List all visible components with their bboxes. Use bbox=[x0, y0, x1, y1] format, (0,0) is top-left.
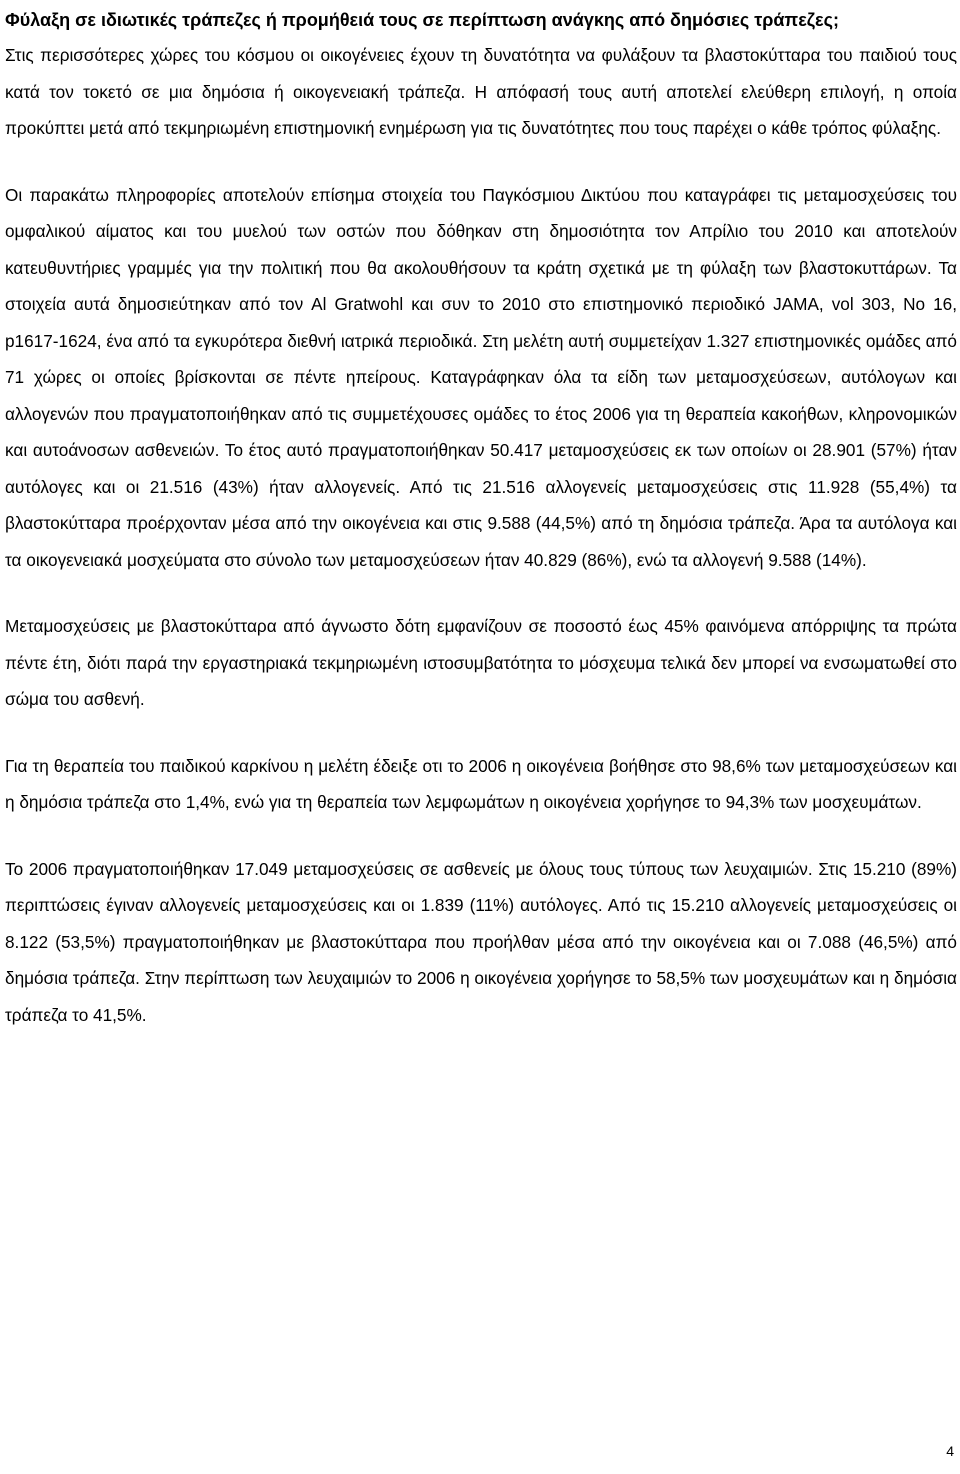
document-heading: Φύλαξη σε ιδιωτικές τράπεζες ή προμήθειά τους σε περίπτωση ανάγκης από δημόσιες τράπεζες; bbox=[5, 10, 839, 30]
paragraph-intro: Στις περισσότερες χώρες του κόσμου οι οικογένειες έχουν τη δυνατότητα να φυλάξουν τα βλαστοκύτταρα του παιδιού τους κατά τον τοκετό σε μια δημόσια ή οικογενειακή τράπεζα. Η απόφασή τους αυτή αποτελεί ελεύθερη επιλογή, η οποία προκύπτει μετά από τεκμηριωμένη επιστημονική ενημέρωση για τις δυνατότητες που τους παρέχει ο κάθε τρόπος φύλαξης. bbox=[5, 45, 957, 138]
paragraph-study-data: Οι παρακάτω πληροφορίες αποτελούν επίσημα στοιχεία του Παγκόσμιου Δικτύου που καταγράφει τις μεταμοσχεύσεις του ομφαλικού αίματος και του μυελού των οστών που δόθηκαν στη δημοσιότητα τον Απρίλιο του 2010 και αποτελούν κατευθυντήριες γραμμές για την πολιτική που θα ακολουθήσουν τα κράτη σχετικά με τη φύλαξη των βλαστοκυττάρων. Τα στοιχεία αυτά δημοσιεύτηκαν από τον Al Gratwohl και συν το 2010 στο επιστημονικό περιοδικό JAMA, vol 303, No 16, p1617-1624, ένα από τα εγκυρότερα διεθνή ιατρικά περιοδικά. Στη μελέτη αυτή συμμετείχαν 1.327 επιστημονικές ομάδες από 71 χώρες οι οποίες βρίσκονται σε πέντε ηπείρους. Καταγράφηκαν όλα τα είδη των μεταμοσχεύσεων, αυτόλογων και αλλογενών που πραγματοποιήθηκαν από τις συμμετέχουσες ομάδες το έτος 2006 για τη θεραπεία κακοήθων, κληρονομικών και αυτοάνοσων ασθενειών. Το έτος αυτό πραγματοποιήθηκαν 50.417 μεταμοσχεύσεις εκ των οποίων οι 28.901 (57%) ήταν αυτόλογες και οι 21.516 (43%) ήταν αλλογενείς. Από τις 21.516 αλλογενείς μεταμοσχεύσεις στις 11.928 (55,4%) τα βλαστοκύτταρα προέρχονταν μέσα από την οικογένεια και στις 9.588 (44,5%) από τη δημόσια τράπεζα. Άρα τα αυτόλογα και τα οικογενειακά μοσχεύματα στο σύνολο των μεταμοσχεύσεων ήταν 40.829 (86%), ενώ τα αλλογενή 9.588 (14%). bbox=[5, 184, 957, 570]
document-page bbox=[5, 3, 957, 1033]
paragraph-rejection: Μεταμοσχεύσεις με βλαστοκύτταρα από άγνωστο δότη εμφανίζουν σε ποσοστό έως 45% φαινόμενα απόρριψης τα πρώτα πέντε έτη, διότι παρά την εργαστηριακά τεκμηριωμένη ιστοσυμβατότητα το μόσχευμα τελικά δεν μπορεί να ενσωματωθεί στο σώμα του ασθενή. bbox=[5, 616, 957, 709]
paragraph-leukemia: Το 2006 πραγματοποιήθηκαν 17.049 μεταμοσχεύσεις σε ασθενείς με όλους τους τύπους των λευχαιμιών. Στις 15.210 (89%) περιπτώσεις έγιναν αλλογενείς μεταμοσχεύσεις και οι 1.839 (11%) αυτόλογες. Από τις 15.210 αλλογενείς μεταμοσχεύσεις οι 8.122 (53,5%) πραγματοποιήθηκαν με βλαστοκύτταρα που προήλθαν μέσα από την οικογένεια και οι 7.088 (46,5%) από δημόσια τράπεζα. Στην περίπτωση των λευχαιμιών το 2006 η οικογένεια χορήγησε το 58,5% των μοσχευμάτων και η δημόσια τράπεζα το 41,5%. bbox=[5, 858, 957, 1025]
paragraph-child-cancer: Για τη θεραπεία του παιδικού καρκίνου η μελέτη έδειξε οτι το 2006 η οικογένεια βοήθησε στο 98,6% των μεταμοσχεύσεων και η δημόσια τράπεζα στο 1,4%, ενώ για τη θεραπεία των λεμφωμάτων η οικογένεια χορήγησε το 94,3% των μοσχευμάτων. bbox=[5, 755, 957, 812]
page-number: 4 bbox=[946, 1443, 954, 1459]
